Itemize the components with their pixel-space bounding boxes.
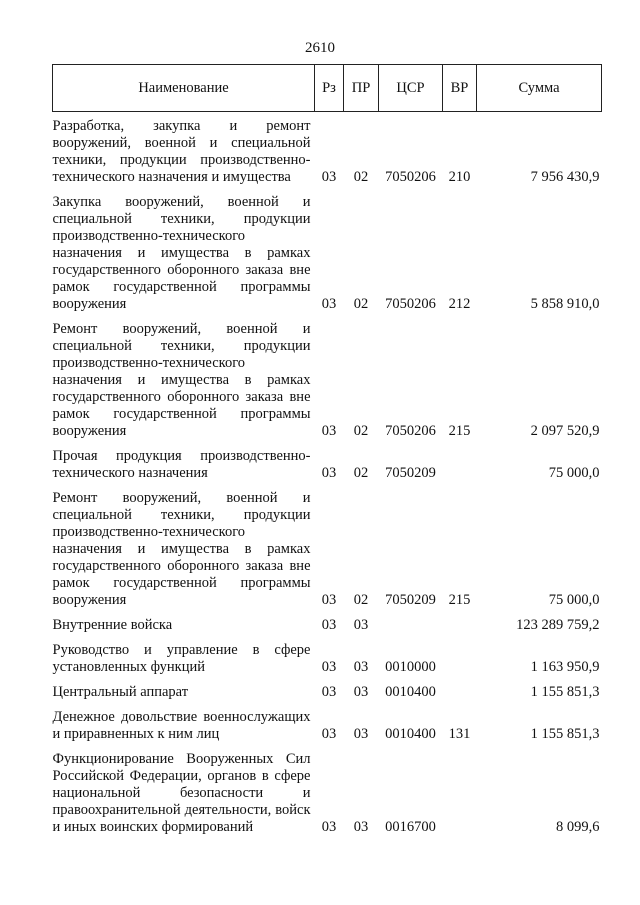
row-csr: 7050206 — [385, 296, 436, 312]
budget-table — [52, 64, 602, 838]
row-vr — [443, 442, 477, 484]
row-pr: 03 — [353, 819, 369, 835]
table-row — [53, 611, 602, 636]
row-rz: 03 — [321, 659, 337, 675]
table-header-row — [53, 65, 602, 112]
row-name: Закупка вооружений, военной и специальной техники, продукции производственно-технического назначения и имущества в рамках государственного оборонного заказа вне рамок государственной программы вооружения — [52, 194, 311, 312]
row-sum: 1 155 851,3 — [530, 684, 600, 700]
row-vr: 215 — [448, 423, 471, 439]
row-pr: 02 — [353, 592, 369, 608]
row-sum: 5 858 910,0 — [530, 296, 600, 312]
table-row — [53, 636, 602, 678]
row-sum: 75 000,0 — [548, 592, 600, 608]
row-csr: 7050209 — [385, 465, 436, 481]
row-vr: 212 — [448, 296, 471, 312]
row-name: Внутренние войска — [52, 617, 173, 633]
row-csr: 7050209 — [385, 592, 436, 608]
row-name: Прочая продукция производственно-технического назначения — [52, 448, 311, 481]
row-pr: 03 — [353, 617, 369, 633]
row-vr — [443, 611, 477, 636]
header-pr: ПР — [344, 65, 379, 112]
header-sum: Сумма — [477, 65, 602, 112]
page-number: 2610 — [305, 40, 335, 56]
row-vr: 131 — [448, 726, 471, 742]
row-csr: 0010000 — [385, 659, 436, 675]
table-row — [53, 703, 602, 745]
table-row — [53, 315, 602, 442]
row-csr: 0010400 — [385, 726, 436, 742]
row-vr: 215 — [448, 592, 471, 608]
row-rz: 03 — [321, 684, 337, 700]
row-csr: 7050206 — [385, 169, 436, 185]
row-pr: 02 — [353, 465, 369, 481]
row-name: Разработка, закупка и ремонт вооружений, военной и специальной техники, продукции производственно-технического назначения и имущества — [52, 118, 311, 185]
row-csr — [379, 611, 443, 636]
row-rz: 03 — [321, 592, 337, 608]
row-pr: 02 — [353, 423, 369, 439]
row-sum: 123 289 759,2 — [516, 617, 600, 633]
row-name: Денежное довольствие военнослужащих и приравненных к ним лиц — [52, 709, 311, 742]
row-sum: 7 956 430,9 — [530, 169, 600, 185]
row-name: Центральный аппарат — [52, 684, 189, 700]
row-csr: 7050206 — [385, 423, 436, 439]
table-row — [53, 484, 602, 611]
row-pr: 03 — [353, 659, 369, 675]
row-rz: 03 — [321, 819, 337, 835]
table-row — [53, 188, 602, 315]
table-row — [53, 442, 602, 484]
row-rz: 03 — [321, 465, 337, 481]
table-row — [53, 112, 602, 189]
header-name: Наименование — [53, 65, 315, 112]
table-row — [53, 745, 602, 838]
row-rz: 03 — [321, 423, 337, 439]
header-csr: ЦСР — [379, 65, 443, 112]
row-name: Ремонт вооружений, военной и специальной техники, продукции производственно-технического назначения и имущества в рамках государственного оборонного заказа вне рамок государственной программы вооружения — [52, 490, 311, 608]
row-vr — [443, 678, 477, 703]
row-sum: 1 155 851,3 — [530, 726, 600, 742]
table-row — [53, 678, 602, 703]
row-rz: 03 — [321, 726, 337, 742]
row-vr — [443, 745, 477, 838]
row-rz: 03 — [321, 169, 337, 185]
row-rz: 03 — [321, 296, 337, 312]
row-vr: 210 — [448, 169, 471, 185]
row-pr: 03 — [353, 726, 369, 742]
row-sum: 8 099,6 — [556, 819, 600, 835]
row-rz: 03 — [321, 617, 337, 633]
row-sum: 75 000,0 — [548, 465, 600, 481]
row-pr: 02 — [353, 296, 369, 312]
row-vr — [443, 636, 477, 678]
row-csr: 0010400 — [385, 684, 436, 700]
header-rz: Рз — [315, 65, 344, 112]
row-pr: 03 — [353, 684, 369, 700]
row-pr: 02 — [353, 169, 369, 185]
row-csr: 0016700 — [385, 819, 436, 835]
row-name: Функционирование Вооруженных Сил Российской Федерации, органов в сфере национальной безопасности и правоохранительной деятельности, войск и иных воинских формирований — [52, 751, 311, 835]
row-name: Ремонт вооружений, военной и специальной техники, продукции производственно-технического назначения и имущества в рамках государственного оборонного заказа вне рамок государственной программы вооружения — [52, 321, 311, 439]
row-sum: 2 097 520,9 — [530, 423, 600, 439]
row-sum: 1 163 950,9 — [530, 659, 600, 675]
row-name: Руководство и управление в сфере установленных функций — [52, 642, 311, 675]
header-vr: ВР — [443, 65, 477, 112]
